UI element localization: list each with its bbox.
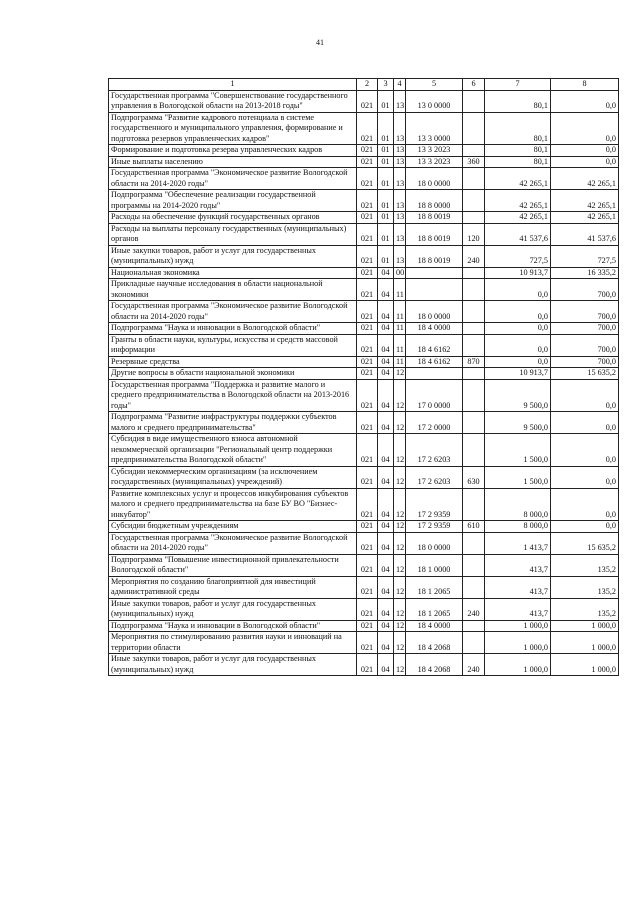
cell-amount-2: 15 635,2 (551, 532, 619, 554)
cell-amount-1: 80,1 (485, 90, 551, 112)
cell-amount-1: 8 000,0 (485, 488, 551, 521)
cell-ministry: 021 (357, 368, 378, 380)
cell-amount-1: 42 265,1 (485, 212, 551, 224)
column-header: 1 (109, 79, 357, 91)
cell-target-article: 18 1 2065 (406, 598, 463, 620)
cell-subsection: 12 (394, 598, 406, 620)
cell-ministry: 021 (357, 145, 378, 157)
cell-amount-1: 1 000,0 (485, 620, 551, 632)
cell-target-article: 18 8 0019 (406, 245, 463, 267)
table-row (109, 379, 619, 412)
cell-ministry: 021 (357, 245, 378, 267)
cell-ministry: 021 (357, 554, 378, 576)
cell-target-article: 17 2 6203 (406, 466, 463, 488)
row-name: Мероприятия по созданию благоприятной для инвестиций административной среды (109, 576, 357, 598)
cell-subsection: 12 (394, 488, 406, 521)
table-row (109, 334, 619, 356)
row-name: Государственная программа "Экономическое развитие Вологодской области на 2014-2020 годы" (109, 301, 357, 323)
cell-target-article: 17 2 9359 (406, 488, 463, 521)
cell-expense-type (463, 279, 485, 301)
column-header: 8 (551, 79, 619, 91)
table-row (109, 356, 619, 368)
cell-subsection: 13 (394, 223, 406, 245)
table-row (109, 212, 619, 224)
table-row (109, 323, 619, 335)
cell-target-article: 18 8 0000 (406, 190, 463, 212)
cell-expense-type (463, 168, 485, 190)
cell-amount-1: 727,5 (485, 245, 551, 267)
cell-expense-type (463, 190, 485, 212)
cell-subsection: 13 (394, 90, 406, 112)
cell-target-article: 18 0 0000 (406, 532, 463, 554)
cell-expense-type (463, 488, 485, 521)
cell-subsection: 12 (394, 379, 406, 412)
cell-amount-2: 0,0 (551, 90, 619, 112)
cell-amount-2: 700,0 (551, 279, 619, 301)
cell-ministry: 021 (357, 632, 378, 654)
table-row (109, 554, 619, 576)
cell-section: 04 (378, 301, 394, 323)
cell-expense-type (463, 532, 485, 554)
cell-amount-2: 15 635,2 (551, 368, 619, 380)
column-header: 2 (357, 79, 378, 91)
row-name: Иные выплаты населению (109, 156, 357, 168)
cell-section: 04 (378, 412, 394, 434)
cell-expense-type: 870 (463, 356, 485, 368)
cell-section: 04 (378, 654, 394, 676)
cell-ministry: 021 (357, 168, 378, 190)
cell-expense-type (463, 434, 485, 467)
cell-amount-2: 1 000,0 (551, 654, 619, 676)
table-row (109, 620, 619, 632)
cell-amount-1: 1 413,7 (485, 532, 551, 554)
column-header: 6 (463, 79, 485, 91)
cell-subsection: 12 (394, 368, 406, 380)
cell-ministry: 021 (357, 598, 378, 620)
cell-amount-2: 0,0 (551, 112, 619, 145)
cell-amount-1: 0,0 (485, 301, 551, 323)
cell-amount-1: 413,7 (485, 554, 551, 576)
cell-ministry: 021 (357, 323, 378, 335)
cell-expense-type (463, 620, 485, 632)
cell-section: 04 (378, 434, 394, 467)
cell-ministry: 021 (357, 356, 378, 368)
cell-amount-1: 10 913,7 (485, 368, 551, 380)
cell-amount-2: 0,0 (551, 145, 619, 157)
cell-target-article: 18 0 0000 (406, 168, 463, 190)
cell-ministry: 021 (357, 279, 378, 301)
cell-target-article: 13 0 0000 (406, 90, 463, 112)
cell-amount-2: 42 265,1 (551, 168, 619, 190)
cell-section: 04 (378, 267, 394, 279)
row-name: Прикладные научные исследования в области национальной экономики (109, 279, 357, 301)
cell-subsection: 11 (394, 356, 406, 368)
cell-expense-type (463, 379, 485, 412)
cell-subsection: 00 (394, 267, 406, 279)
cell-subsection: 12 (394, 412, 406, 434)
cell-subsection: 11 (394, 301, 406, 323)
cell-amount-2: 135,2 (551, 598, 619, 620)
cell-expense-type: 240 (463, 245, 485, 267)
cell-subsection: 12 (394, 434, 406, 467)
cell-section: 04 (378, 356, 394, 368)
cell-subsection: 12 (394, 521, 406, 533)
row-name: Национальная экономика (109, 267, 357, 279)
row-name: Государственная программа "Экономическое развитие Вологодской области на 2014-2020 годы" (109, 168, 357, 190)
cell-amount-2: 0,0 (551, 412, 619, 434)
table-row (109, 576, 619, 598)
table-row (109, 466, 619, 488)
cell-expense-type (463, 554, 485, 576)
column-header: 4 (394, 79, 406, 91)
cell-amount-2: 42 265,1 (551, 212, 619, 224)
cell-target-article (406, 279, 463, 301)
table-row (109, 190, 619, 212)
cell-subsection: 12 (394, 576, 406, 598)
cell-expense-type (463, 576, 485, 598)
row-name: Формирование и подготовка резерва управленческих кадров (109, 145, 357, 157)
cell-expense-type: 610 (463, 521, 485, 533)
cell-ministry: 021 (357, 90, 378, 112)
cell-section: 01 (378, 190, 394, 212)
row-name: Развитие комплексных услуг и процессов инкубирования субъектов малого и среднего предпринимательства на базе БУ ВО "Бизнес-инкубатор" (109, 488, 357, 521)
table-row (109, 267, 619, 279)
cell-expense-type: 360 (463, 156, 485, 168)
row-name: Расходы на выплаты персоналу государственных (муниципальных) органов (109, 223, 357, 245)
cell-ministry: 021 (357, 576, 378, 598)
cell-amount-2: 727,5 (551, 245, 619, 267)
cell-subsection: 12 (394, 554, 406, 576)
table-row (109, 532, 619, 554)
cell-expense-type (463, 90, 485, 112)
cell-section: 04 (378, 532, 394, 554)
row-name: Государственная программа "Экономическое развитие Вологодской области на 2014-2020 годы" (109, 532, 357, 554)
cell-expense-type (463, 323, 485, 335)
cell-expense-type: 240 (463, 654, 485, 676)
row-name: Подпрограмма "Обеспечение реализации государственной программы на 2014-2020 годы" (109, 190, 357, 212)
table-row (109, 301, 619, 323)
table-row (109, 90, 619, 112)
cell-expense-type (463, 334, 485, 356)
cell-amount-2: 135,2 (551, 554, 619, 576)
table-row (109, 488, 619, 521)
cell-section: 04 (378, 368, 394, 380)
cell-amount-1: 1 000,0 (485, 654, 551, 676)
row-name: Другие вопросы в области национальной экономики (109, 368, 357, 380)
cell-target-article: 18 4 2068 (406, 654, 463, 676)
table-row (109, 598, 619, 620)
row-name: Государственная программа "Совершенствование государственного управления в Вологодской области на 2013-2018 годы" (109, 90, 357, 112)
cell-target-article: 18 1 0000 (406, 554, 463, 576)
cell-ministry: 021 (357, 620, 378, 632)
cell-section: 04 (378, 488, 394, 521)
cell-section: 01 (378, 112, 394, 145)
cell-target-article: 18 0 0000 (406, 301, 463, 323)
table-row (109, 245, 619, 267)
cell-amount-2: 700,0 (551, 356, 619, 368)
cell-ministry: 021 (357, 379, 378, 412)
cell-amount-2: 1 000,0 (551, 620, 619, 632)
row-name: Расходы на обеспечение функций государственных органов (109, 212, 357, 224)
cell-amount-2: 0,0 (551, 379, 619, 412)
cell-subsection: 13 (394, 245, 406, 267)
cell-subsection: 11 (394, 279, 406, 301)
cell-subsection: 12 (394, 654, 406, 676)
cell-expense-type (463, 301, 485, 323)
cell-target-article (406, 368, 463, 380)
cell-ministry: 021 (357, 112, 378, 145)
row-name: Иные закупки товаров, работ и услуг для государственных (муниципальных) нужд (109, 245, 357, 267)
cell-section: 04 (378, 323, 394, 335)
cell-target-article: 17 2 9359 (406, 521, 463, 533)
cell-amount-2: 0,0 (551, 466, 619, 488)
cell-section: 01 (378, 90, 394, 112)
cell-amount-2: 0,0 (551, 488, 619, 521)
cell-amount-1: 1 500,0 (485, 434, 551, 467)
column-header: 3 (378, 79, 394, 91)
cell-ministry: 021 (357, 334, 378, 356)
cell-ministry: 021 (357, 190, 378, 212)
cell-amount-2: 41 537,6 (551, 223, 619, 245)
cell-section: 04 (378, 620, 394, 632)
cell-target-article: 18 8 0019 (406, 212, 463, 224)
cell-amount-1: 42 265,1 (485, 190, 551, 212)
cell-amount-2: 1 000,0 (551, 632, 619, 654)
cell-ministry: 021 (357, 434, 378, 467)
cell-expense-type: 120 (463, 223, 485, 245)
cell-ministry: 021 (357, 532, 378, 554)
cell-amount-1: 0,0 (485, 334, 551, 356)
row-name: Государственная программа "Поддержка и развитие малого и среднего предпринимательства в Вологодской области на 2013-2016 годы" (109, 379, 357, 412)
row-name: Мероприятия по стимулированию развития науки и инноваций на территории области (109, 632, 357, 654)
cell-ministry: 021 (357, 488, 378, 521)
cell-subsection: 13 (394, 145, 406, 157)
cell-section: 04 (378, 576, 394, 598)
cell-ministry: 021 (357, 301, 378, 323)
cell-subsection: 11 (394, 334, 406, 356)
row-name: Субсидии некоммерческим организациям (за исключением государственных (муниципальных) учреждений) (109, 466, 357, 488)
table-row (109, 112, 619, 145)
table-row (109, 632, 619, 654)
cell-expense-type (463, 212, 485, 224)
cell-target-article: 18 4 2068 (406, 632, 463, 654)
cell-ministry: 021 (357, 223, 378, 245)
cell-amount-2: 0,0 (551, 434, 619, 467)
cell-section: 04 (378, 521, 394, 533)
cell-amount-2: 42 265,1 (551, 190, 619, 212)
cell-amount-1: 80,1 (485, 112, 551, 145)
row-name: Гранты в области науки, культуры, искусства и средств массовой информации (109, 334, 357, 356)
cell-expense-type: 240 (463, 598, 485, 620)
cell-section: 01 (378, 168, 394, 190)
cell-amount-2: 700,0 (551, 301, 619, 323)
table-row (109, 521, 619, 533)
cell-ministry: 021 (357, 654, 378, 676)
cell-subsection: 12 (394, 620, 406, 632)
column-header: 7 (485, 79, 551, 91)
cell-expense-type (463, 267, 485, 279)
row-name: Субсидия в виде имущественного взноса автономной некоммерческой организации "Региональный центр поддержки предпринимательства Вологодской области" (109, 434, 357, 467)
cell-subsection: 13 (394, 156, 406, 168)
header-row (109, 79, 619, 91)
cell-subsection: 12 (394, 632, 406, 654)
cell-section: 01 (378, 212, 394, 224)
cell-subsection: 12 (394, 466, 406, 488)
cell-amount-1: 0,0 (485, 356, 551, 368)
cell-section: 04 (378, 466, 394, 488)
table-row (109, 223, 619, 245)
cell-ministry: 021 (357, 267, 378, 279)
row-name: Подпрограмма "Повышение инвестиционной привлекательности Вологодской области" (109, 554, 357, 576)
table-row (109, 654, 619, 676)
cell-target-article (406, 267, 463, 279)
table-row (109, 156, 619, 168)
table-row (109, 168, 619, 190)
cell-expense-type (463, 145, 485, 157)
cell-expense-type (463, 112, 485, 145)
row-name: Подпрограмма "Развитие инфраструктуры поддержки субъектов малого и среднего предпринимательства" (109, 412, 357, 434)
cell-section: 01 (378, 145, 394, 157)
row-name: Подпрограмма "Наука и инновации в Вологодской области" (109, 620, 357, 632)
cell-section: 01 (378, 223, 394, 245)
cell-amount-1: 9 500,0 (485, 379, 551, 412)
cell-section: 04 (378, 554, 394, 576)
row-name: Субсидии бюджетным учреждениям (109, 521, 357, 533)
cell-subsection: 11 (394, 323, 406, 335)
cell-section: 04 (378, 334, 394, 356)
cell-amount-1: 9 500,0 (485, 412, 551, 434)
cell-amount-2: 700,0 (551, 323, 619, 335)
cell-ministry: 021 (357, 466, 378, 488)
cell-amount-1: 0,0 (485, 323, 551, 335)
cell-subsection: 13 (394, 212, 406, 224)
cell-target-article: 18 1 2065 (406, 576, 463, 598)
cell-target-article: 18 4 6162 (406, 334, 463, 356)
row-name: Резервные средства (109, 356, 357, 368)
cell-expense-type (463, 368, 485, 380)
cell-ministry: 021 (357, 212, 378, 224)
cell-target-article: 18 4 0000 (406, 323, 463, 335)
cell-target-article: 18 8 0019 (406, 223, 463, 245)
cell-section: 04 (378, 598, 394, 620)
cell-target-article: 13 3 2023 (406, 145, 463, 157)
cell-subsection: 12 (394, 532, 406, 554)
cell-amount-2: 0,0 (551, 156, 619, 168)
cell-amount-1: 413,7 (485, 598, 551, 620)
row-name: Иные закупки товаров, работ и услуг для государственных (муниципальных) нужд (109, 654, 357, 676)
cell-amount-1: 80,1 (485, 156, 551, 168)
cell-amount-1: 10 913,7 (485, 267, 551, 279)
cell-amount-1: 80,1 (485, 145, 551, 157)
cell-section: 01 (378, 156, 394, 168)
cell-target-article: 18 4 0000 (406, 620, 463, 632)
row-name: Иные закупки товаров, работ и услуг для государственных (муниципальных) нужд (109, 598, 357, 620)
cell-amount-1: 42 265,1 (485, 168, 551, 190)
cell-ministry: 021 (357, 521, 378, 533)
table-row (109, 368, 619, 380)
cell-target-article: 18 4 6162 (406, 356, 463, 368)
budget-table (108, 78, 619, 676)
cell-ministry: 021 (357, 412, 378, 434)
cell-amount-2: 16 335,2 (551, 267, 619, 279)
cell-subsection: 13 (394, 112, 406, 145)
cell-expense-type: 630 (463, 466, 485, 488)
row-name: Подпрограмма "Наука и инновации в Вологодской области" (109, 323, 357, 335)
cell-subsection: 13 (394, 190, 406, 212)
cell-expense-type (463, 632, 485, 654)
cell-section: 04 (378, 632, 394, 654)
cell-amount-2: 700,0 (551, 334, 619, 356)
table-row (109, 434, 619, 467)
page-number: 41 (316, 38, 324, 47)
column-header: 5 (406, 79, 463, 91)
cell-subsection: 13 (394, 168, 406, 190)
cell-section: 04 (378, 379, 394, 412)
cell-target-article: 17 2 6203 (406, 434, 463, 467)
cell-section: 01 (378, 245, 394, 267)
table-row (109, 145, 619, 157)
cell-ministry: 021 (357, 156, 378, 168)
table-row (109, 279, 619, 301)
cell-section: 04 (378, 279, 394, 301)
cell-amount-1: 41 537,6 (485, 223, 551, 245)
cell-amount-1: 0,0 (485, 279, 551, 301)
cell-target-article: 13 3 2023 (406, 156, 463, 168)
cell-target-article: 17 2 0000 (406, 412, 463, 434)
cell-amount-1: 413,7 (485, 576, 551, 598)
cell-amount-1: 1 500,0 (485, 466, 551, 488)
table-row (109, 412, 619, 434)
row-name: Подпрограмма "Развитие кадрового потенциала в системе государственного и муниципального управления, формирование и подготовка резервов управленческих кадров" (109, 112, 357, 145)
cell-target-article: 17 0 0000 (406, 379, 463, 412)
cell-amount-2: 135,2 (551, 576, 619, 598)
cell-target-article: 13 3 0000 (406, 112, 463, 145)
cell-amount-1: 1 000,0 (485, 632, 551, 654)
cell-amount-2: 0,0 (551, 521, 619, 533)
cell-amount-1: 8 000,0 (485, 521, 551, 533)
cell-expense-type (463, 412, 485, 434)
